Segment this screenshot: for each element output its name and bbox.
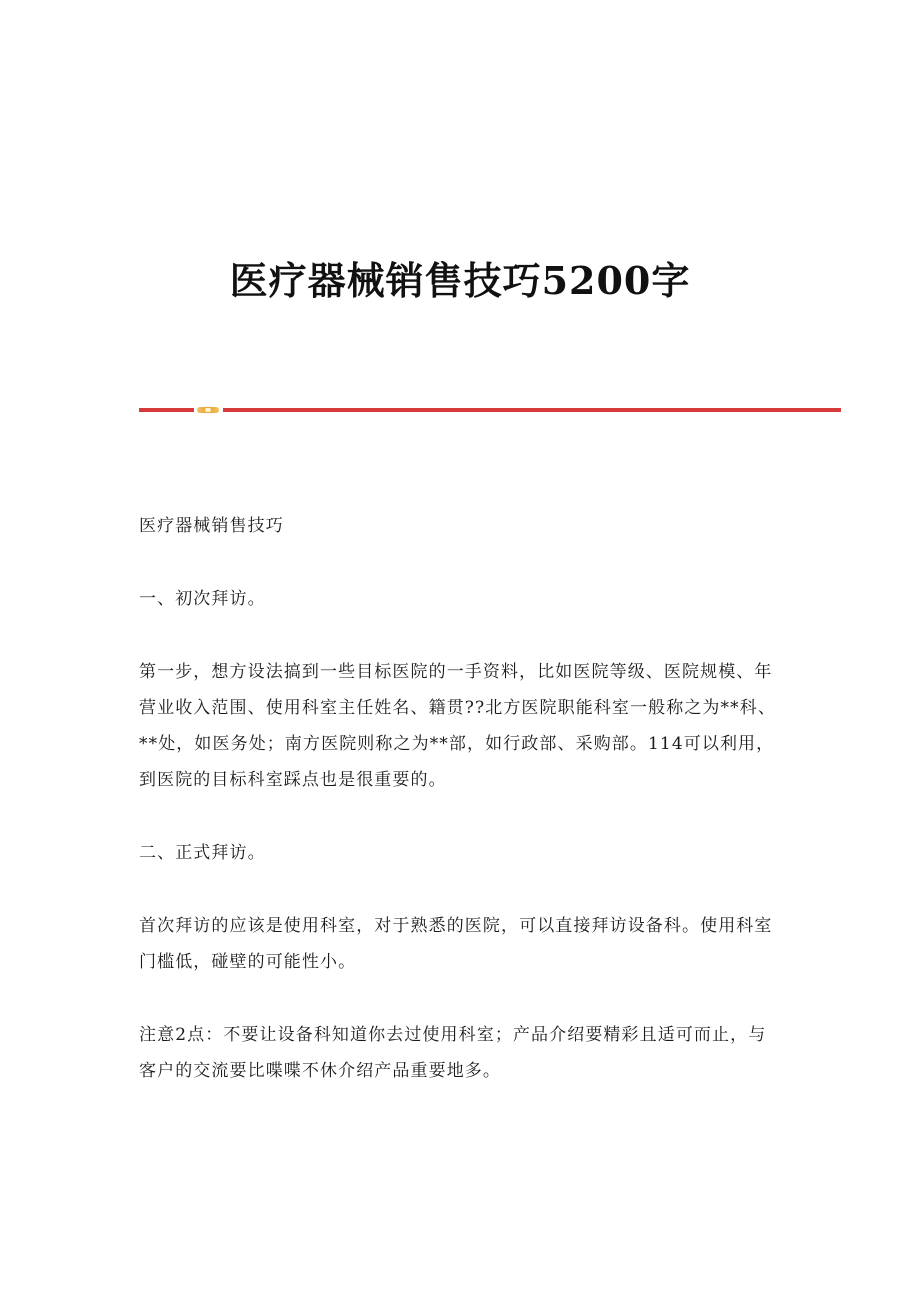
title-divider (139, 407, 841, 413)
section-heading: 医疗器械销售技巧 (139, 516, 284, 536)
section-heading: 二、正式拜访。 (139, 843, 266, 863)
section-heading: 一、初次拜访。 (139, 589, 266, 609)
divider-ornament-highlight (205, 408, 211, 412)
document-title: 医疗器械销售技巧5200字 (229, 258, 691, 304)
document-body (139, 508, 779, 1126)
divider-right-segment (223, 408, 841, 412)
body-paragraph: 注意2点：不要让设备科知道你去过使用科室；产品介绍要精彩且适可而止，与客户的交流要比喋喋不休介绍产品重要地多。 (139, 1025, 767, 1081)
body-paragraph: 首次拜访的应该是使用科室，对于熟悉的医院，可以直接拜访设备科。使用科室门槛低，碰壁的可能性小。 (139, 916, 773, 972)
divider-left-segment (139, 408, 194, 412)
body-paragraph: 第一步，想方设法搞到一些目标医院的一手资料，比如医院等级、医院规模、年营业收入范围、使用科室主任姓名、籍贯??北方医院职能科室一般称之为**科、**处，如医务处；南方医院则称之为**部，如行政部、采购部。114可以利用，到医院的目标科室踩点也是很重要的。 (139, 662, 776, 790)
